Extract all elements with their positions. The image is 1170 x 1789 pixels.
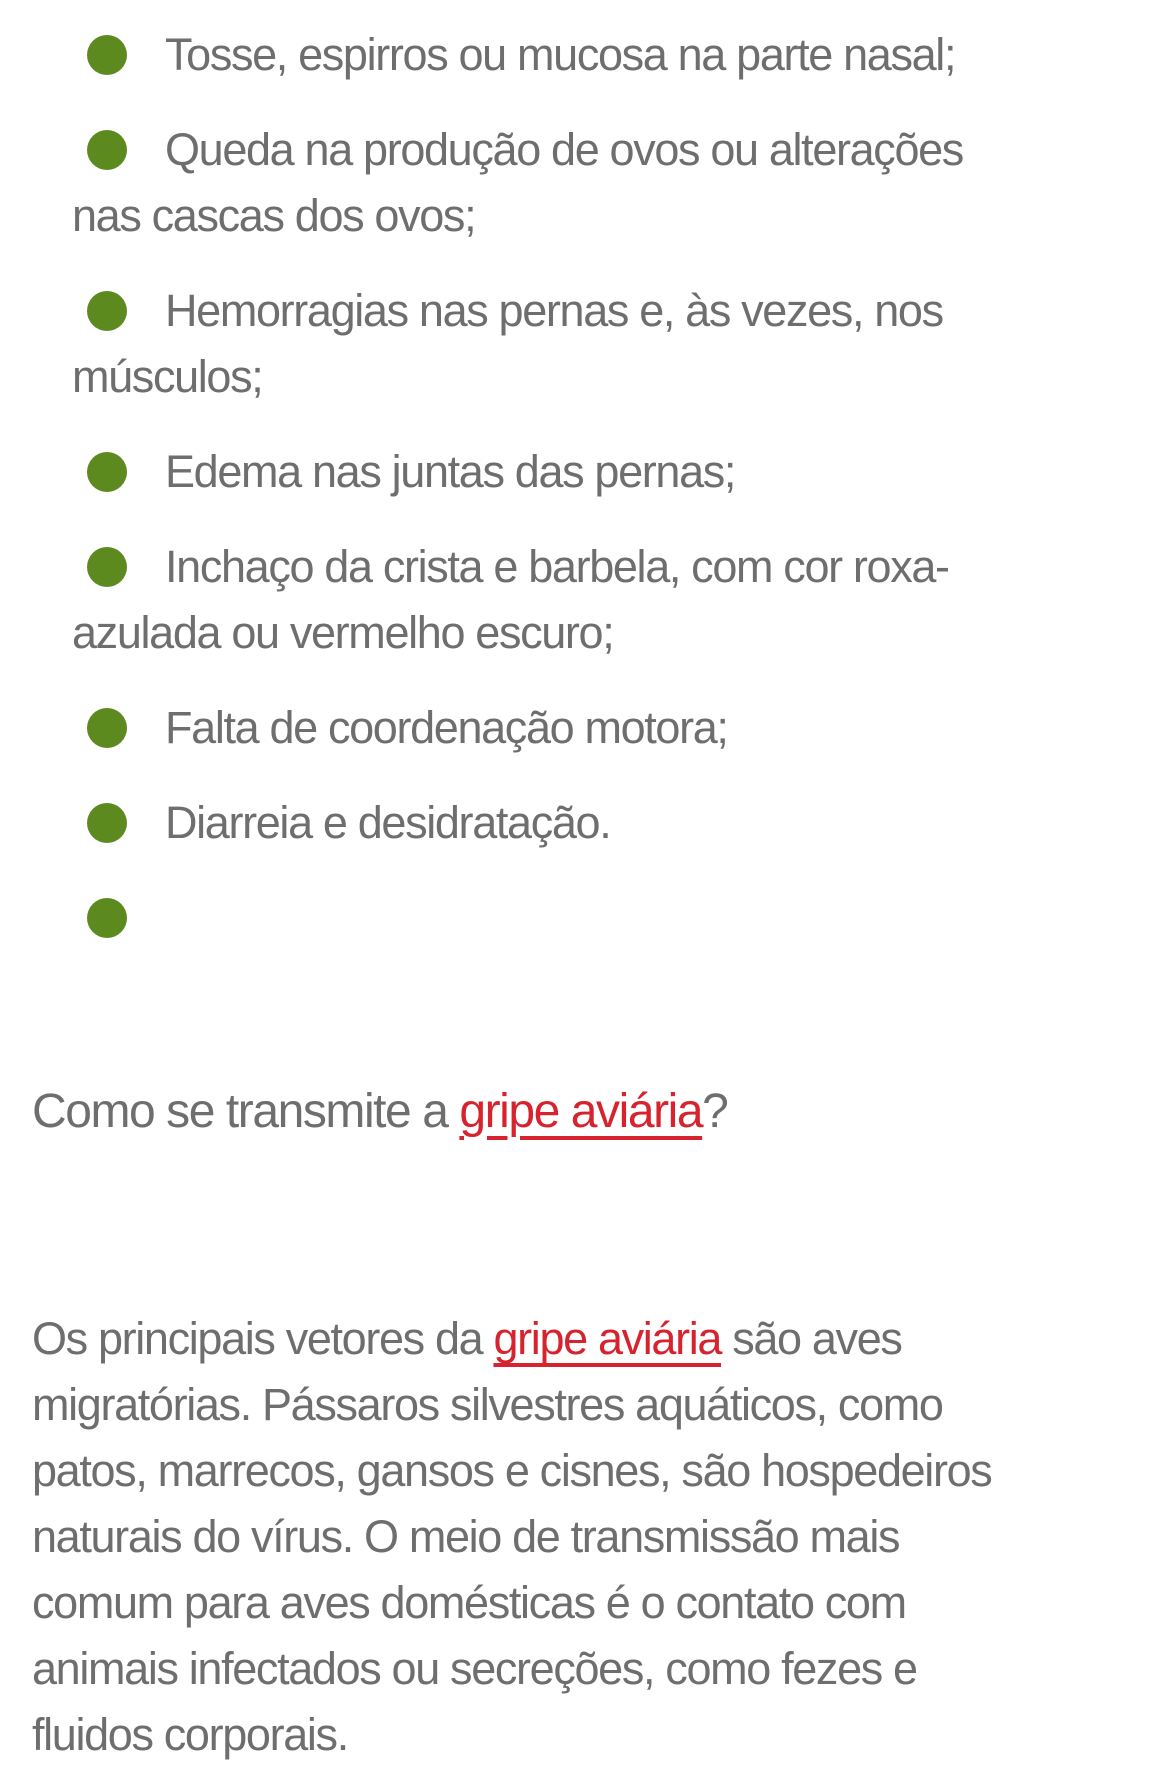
bullet-icon: [87, 452, 127, 492]
symptom-list: [32, 22, 1150, 951]
paragraph-text: naturais do vírus. O meio de transmissão mais: [32, 1511, 900, 1562]
list-item-text: Queda na produção de ovos ou alterações: [165, 124, 963, 175]
list-item: [72, 534, 1150, 666]
bullet-icon: [87, 35, 127, 75]
section-heading: [32, 1077, 1150, 1147]
list-item-text: Inchaço da crista e barbela, com cor roxa-: [165, 541, 949, 592]
list-item: [72, 22, 1150, 88]
list-item-text: Edema nas juntas das pernas;: [165, 446, 736, 497]
paragraph-text: Os principais vetores da: [32, 1313, 494, 1364]
bullet-icon: [87, 130, 127, 170]
bullet-icon: [87, 803, 127, 843]
list-item: [72, 439, 1150, 505]
bullet-icon: [87, 291, 127, 331]
list-item: [72, 790, 1150, 856]
list-item-text: Tosse, espirros ou mucosa na parte nasal;: [165, 29, 956, 80]
gripe-aviaria-link[interactable]: gripe aviária: [493, 1313, 722, 1364]
transmission-paragraph: [32, 1306, 1150, 1768]
bullet-icon: [87, 898, 127, 938]
bullet-icon: [87, 547, 127, 587]
list-item-empty: [72, 885, 1150, 951]
paragraph-text: fluidos corporais.: [32, 1709, 348, 1760]
list-item-text-wrap: azulada ou vermelho escuro;: [72, 607, 614, 658]
paragraph-text: são aves: [721, 1313, 902, 1364]
heading-question-mark: ?: [702, 1085, 728, 1138]
list-item-text-wrap: nas cascas dos ovos;: [72, 190, 476, 241]
paragraph-text: animais infectados ou secreções, como fezes e: [32, 1643, 917, 1694]
list-item-text-wrap: músculos;: [72, 351, 263, 402]
paragraph-text: migratórias. Pássaros silvestres aquáticos, como: [32, 1379, 943, 1430]
heading-text: Como se transmite a: [32, 1085, 460, 1138]
list-item-text: Diarreia e desidratação.: [165, 797, 611, 848]
list-item-text: Hemorragias nas pernas e, às vezes, nos: [165, 285, 943, 336]
list-item: [72, 278, 1150, 410]
bullet-icon: [87, 708, 127, 748]
list-item-text: Falta de coordenação motora;: [165, 702, 728, 753]
gripe-aviaria-link[interactable]: gripe aviária: [459, 1085, 703, 1138]
list-item: [72, 695, 1150, 761]
paragraph-text: comum para aves domésticas é o contato com: [32, 1577, 906, 1628]
list-item: [72, 117, 1150, 249]
paragraph-text: patos, marrecos, gansos e cisnes, são hospedeiros: [32, 1445, 992, 1496]
